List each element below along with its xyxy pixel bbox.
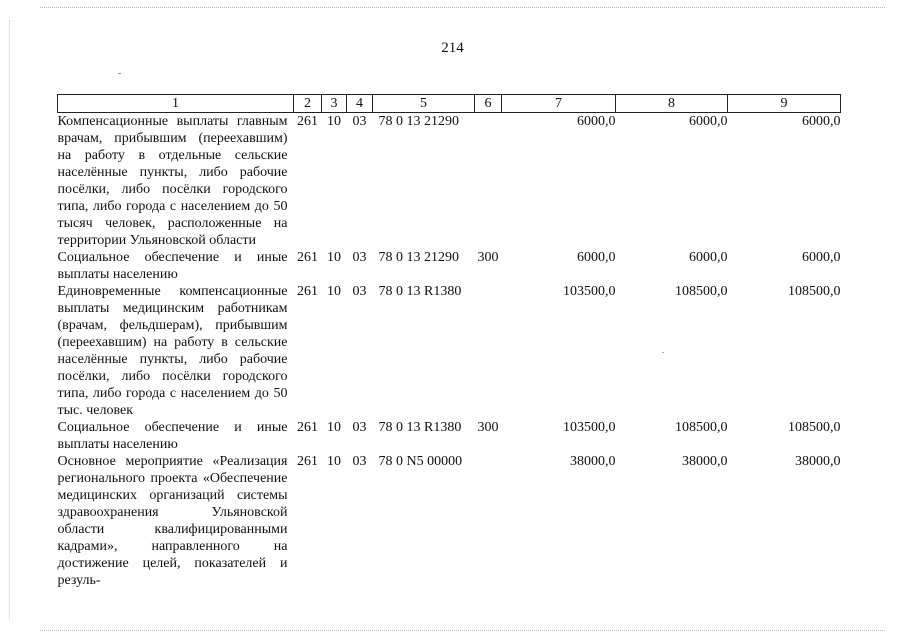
scan-edge-left: [9, 20, 10, 620]
row-subsection-code: 03: [352, 420, 367, 435]
row-amount-year-3: 108500,0: [788, 420, 841, 435]
row-section-code: 10: [327, 250, 341, 265]
row-amount-year-3: 6000,0: [802, 250, 841, 265]
row-ministry-code: 261: [297, 284, 318, 299]
row-name: Основное мероприятие «Реализация регионального проекта «Обеспечение медицинских организаций системы здравоохранения Ульяновской области квалифицированными кадрами», направленного на достижение целей, показателей и резуль-: [57, 454, 288, 588]
row-subsection-code: 03: [352, 454, 367, 469]
header-cell: 1: [58, 95, 294, 113]
row-amount-year-1: 103500,0: [563, 284, 616, 299]
row-ministry-code: 261: [297, 250, 318, 265]
row-subsection-code: 03: [352, 114, 367, 129]
row-subsection-code: 03: [352, 250, 367, 265]
header-cell: 3: [322, 95, 347, 113]
header-cell: 2: [294, 95, 322, 113]
header-cell: 8: [616, 95, 728, 113]
row-name: Единовременные компенсационные выплаты медицинским работникам (врачам, фельдшерам), прибывшим (переехавшим) на работу в сельские населённые пункты, либо рабочие посёлки, либо посёлки городского типа, либо города с населением до 50 тыс. человек: [57, 284, 288, 418]
row-expense-type: 300: [477, 250, 499, 265]
row-target-article: 78 0 13 R1380: [378, 420, 462, 435]
row-subsection-code: 03: [352, 284, 367, 299]
table-row: [58, 249, 841, 283]
row-name: Социальное обеспечение и иные выплаты населению: [57, 250, 288, 282]
scan-edge-bottom: [40, 630, 885, 631]
row-section-code: 10: [327, 454, 341, 469]
table-row: [58, 113, 841, 250]
row-name: Компенсационные выплаты главным врачам, прибывшим (переехавшим) на работу в отдельные сельские населённые пункты, либо рабочие посёлки, либо посёлки городского типа, либо города с населением до 50 тысяч человек, расположенные на территории Ульяновской области: [57, 114, 288, 248]
row-name: Социальное обеспечение и иные выплаты населению: [57, 420, 288, 452]
row-amount-year-1: 38000,0: [570, 454, 616, 469]
table-header-row: [58, 95, 841, 113]
row-ministry-code: 261: [297, 420, 318, 435]
row-section-code: 10: [327, 284, 341, 299]
table-row: [58, 283, 841, 419]
row-amount-year-2: 38000,0: [682, 454, 728, 469]
budget-table: [57, 94, 841, 589]
header-cell: 4: [347, 95, 373, 113]
row-amount-year-2: 108500,0: [675, 420, 728, 435]
row-amount-year-3: 6000,0: [802, 114, 841, 129]
row-ministry-code: 261: [297, 114, 318, 129]
row-ministry-code: 261: [297, 454, 318, 469]
row-amount-year-2: 6000,0: [689, 114, 728, 129]
row-amount-year-1: 103500,0: [563, 420, 616, 435]
row-expense-type: [475, 283, 502, 419]
header-cell: 9: [728, 95, 841, 113]
row-amount-year-1: 6000,0: [577, 250, 616, 265]
row-section-code: 10: [327, 114, 341, 129]
table-row: [58, 419, 841, 453]
page-number: 214: [441, 40, 464, 56]
row-amount-year-2: 108500,0: [675, 284, 728, 299]
row-expense-type: 300: [477, 420, 499, 435]
scan-speck: [118, 73, 121, 74]
scan-edge-top: [40, 7, 885, 8]
row-amount-year-3: 38000,0: [795, 454, 841, 469]
header-cell: 6: [475, 95, 502, 113]
header-cell: 7: [502, 95, 616, 113]
table-row: [58, 453, 841, 589]
header-cell: 5: [373, 95, 475, 113]
row-amount-year-2: 6000,0: [689, 250, 728, 265]
row-target-article: 78 0 13 21290: [378, 114, 459, 129]
row-target-article: 78 0 13 21290: [378, 250, 459, 265]
row-expense-type: [475, 453, 502, 589]
row-section-code: 10: [327, 420, 341, 435]
row-amount-year-3: 108500,0: [788, 284, 841, 299]
row-target-article: 78 0 N5 00000: [378, 454, 463, 469]
row-amount-year-1: 6000,0: [577, 114, 616, 129]
row-expense-type: [475, 113, 502, 250]
row-target-article: 78 0 13 R1380: [378, 284, 462, 299]
